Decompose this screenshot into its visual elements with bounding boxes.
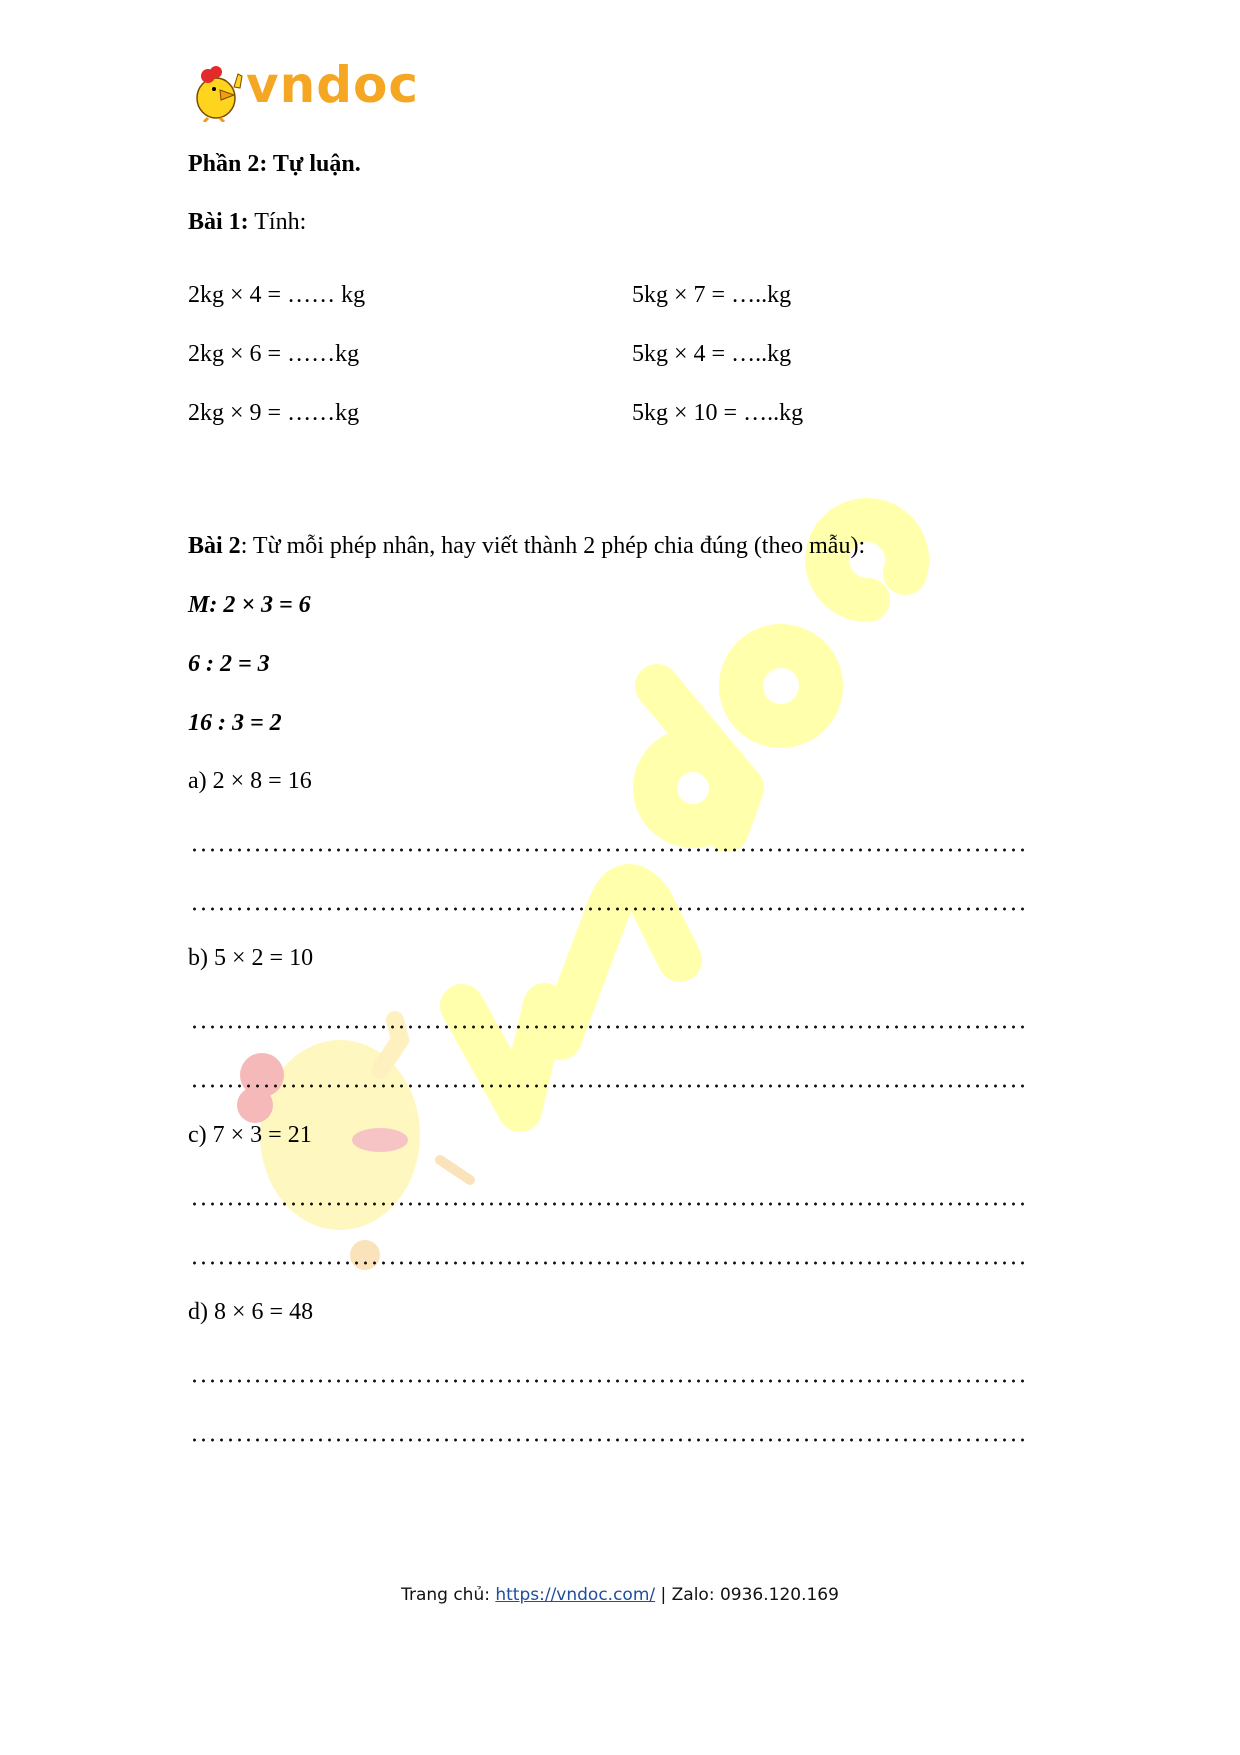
footer-contact: | Zalo: 0936.120.169 xyxy=(655,1585,839,1605)
example-line: 16 : 3 = 2 xyxy=(188,710,282,736)
exercise1-left-item: 2kg × 6 = ……kg xyxy=(188,341,360,367)
footer xyxy=(0,1585,1240,1605)
exercise1-left-item: 2kg × 4 = …… kg xyxy=(188,282,366,308)
answer-line[interactable] xyxy=(190,907,1026,911)
footer-prefix: Trang chủ: xyxy=(401,1585,496,1605)
exercise1-instruction: Tính: xyxy=(248,209,307,235)
logo-text: vndoc xyxy=(246,56,419,114)
exercise1-left-item: 2kg × 9 = ……kg xyxy=(188,400,360,426)
example-line: 6 : 2 = 3 xyxy=(188,651,270,677)
exercise2-item-c: c) 7 × 3 = 21 xyxy=(188,1122,312,1148)
exercise1-right-item: 5kg × 4 = …..kg xyxy=(632,341,792,367)
part-title: Phần 2: Tự luận. xyxy=(188,151,361,177)
answer-line[interactable] xyxy=(190,848,1026,852)
answer-line[interactable] xyxy=(190,1379,1026,1383)
homepage-link[interactable]: https://vndoc.com/ xyxy=(495,1585,656,1605)
answer-line[interactable] xyxy=(190,1025,1026,1029)
answer-line[interactable] xyxy=(190,1202,1026,1206)
exercise2-label: Bài 2 xyxy=(188,533,241,559)
exercise2-heading xyxy=(188,532,865,560)
exercise2-item-d: d) 8 × 6 = 48 xyxy=(188,1299,314,1325)
answer-line[interactable] xyxy=(190,1261,1026,1265)
exercise1-heading xyxy=(188,208,306,236)
exercise2-item-b: b) 5 × 2 = 10 xyxy=(188,945,314,971)
exercise1-right-item: 5kg × 7 = …..kg xyxy=(632,282,792,308)
exercise1-right-item: 5kg × 10 = …..kg xyxy=(632,400,804,426)
example-line: M: 2 × 3 = 6 xyxy=(188,592,311,618)
exercise2-instruction: : Từ mỗi phép nhân, hay viết thành 2 phép chia đúng (theo mẫu): xyxy=(240,533,866,559)
chicken-mascot-icon xyxy=(190,62,246,122)
exercise2-item-a: a) 2 × 8 = 16 xyxy=(188,768,312,794)
exercise1-label: Bài 1: xyxy=(188,209,249,235)
answer-line[interactable] xyxy=(190,1084,1026,1088)
logo xyxy=(190,56,420,124)
answer-line[interactable] xyxy=(190,1438,1026,1442)
